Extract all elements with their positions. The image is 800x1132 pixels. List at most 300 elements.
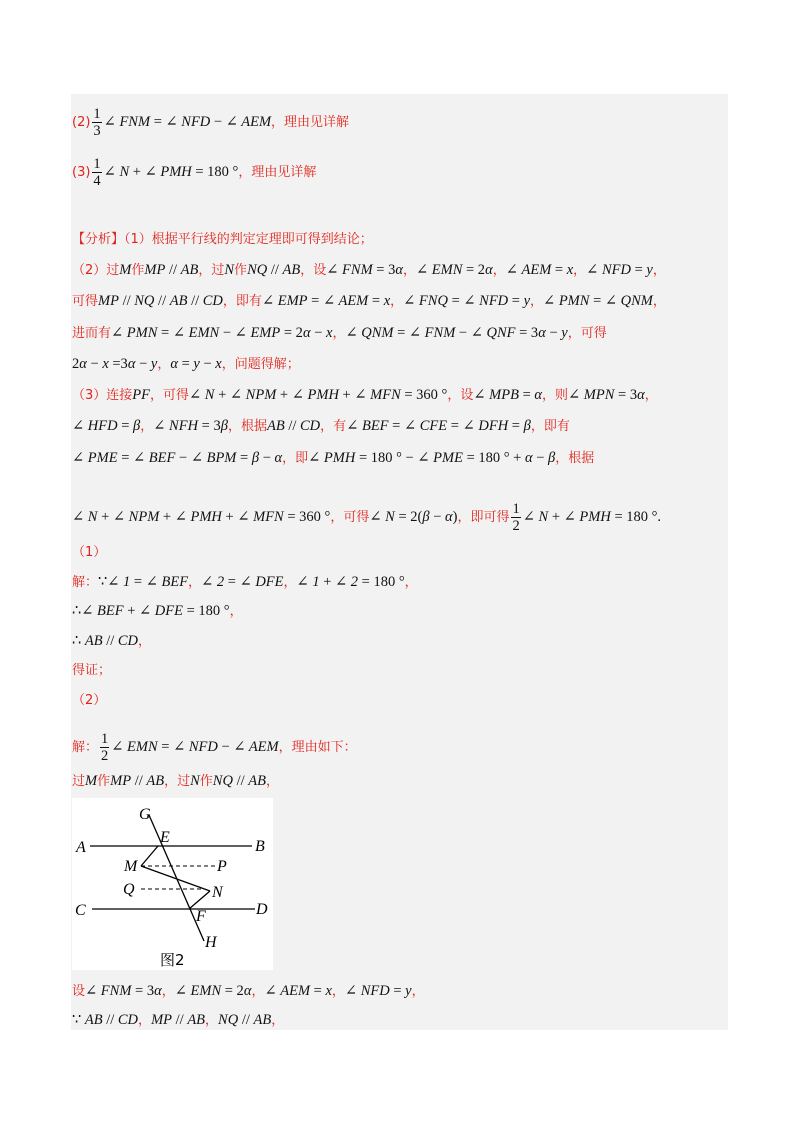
math-run: = — [117, 450, 134, 466]
math-run: − — [175, 450, 191, 466]
text-line — [72, 354, 300, 375]
text-run: （2） — [72, 693, 107, 708]
math-run: NQ — [247, 262, 268, 278]
text-run: ， — [251, 984, 265, 999]
text-run: ，即有 — [222, 294, 262, 309]
fraction-denominator: 2 — [512, 518, 520, 534]
text-run: ， — [138, 1013, 152, 1028]
text-line — [72, 981, 425, 1002]
math-run: y — [523, 293, 531, 309]
segment-mn — [141, 866, 210, 891]
geometry-figure — [72, 798, 273, 970]
math-run: y — [561, 325, 568, 341]
math-run: MP — [98, 293, 119, 309]
math-run: = 180 ° − — [355, 450, 418, 466]
text-run: ， — [265, 774, 279, 789]
math-run: ∠ N — [369, 508, 395, 525]
text-run: 设 — [72, 984, 86, 999]
text-line — [72, 156, 316, 189]
math-run: = — [393, 325, 409, 341]
math-run: α — [274, 450, 283, 466]
text-run: ，可得 — [150, 388, 190, 403]
math-run: = — [518, 387, 535, 403]
text-run: ， — [644, 388, 658, 403]
math-run: NQ — [218, 1012, 239, 1028]
math-run: AB — [248, 773, 266, 789]
math-run: β — [523, 418, 531, 434]
fraction-denominator: 3 — [93, 123, 101, 139]
math-run: AB — [282, 262, 301, 278]
text-run: ，过 — [164, 774, 191, 789]
math-run: = 360 ° — [283, 508, 331, 525]
text-run: ， — [161, 984, 175, 999]
math-run: − — [429, 508, 445, 525]
math-run: ∠ QNM — [604, 293, 653, 309]
text-run: ，可得 — [567, 326, 607, 341]
math-run: = — [307, 293, 323, 309]
math-run: MP — [110, 773, 132, 789]
math-run: = — [589, 293, 605, 309]
math-run: = — [177, 356, 194, 372]
math-run: α — [243, 983, 252, 999]
math-run: − — [86, 356, 103, 372]
math-run: + — [129, 163, 145, 180]
figure-caption: 图2 — [160, 951, 185, 969]
math-run: // — [172, 1012, 188, 1028]
text-run: ， — [492, 263, 506, 278]
math-run: M — [119, 262, 132, 278]
math-run: ∠ NFD — [165, 113, 211, 130]
text-line — [72, 660, 111, 681]
math-run: ∠ PMH — [144, 163, 192, 180]
math-run: = — [157, 738, 174, 755]
math-run: β — [422, 508, 430, 525]
fraction-numerator: 1 — [101, 731, 109, 747]
math-run: − — [545, 325, 562, 341]
math-run: = — [630, 262, 647, 278]
text-run: ， — [652, 294, 666, 309]
math-run: ∠ N — [72, 508, 98, 525]
math-run: + — [548, 508, 564, 525]
math-run: y — [193, 356, 200, 372]
math-run: // — [102, 1012, 118, 1028]
math-run: = — [310, 983, 326, 999]
math-run: ∠ FNM — [408, 325, 456, 341]
math-run: = — [508, 293, 524, 309]
math-run: − — [310, 325, 326, 341]
math-run: x — [383, 293, 391, 309]
math-run: ∠ EMP — [261, 293, 308, 309]
text-run: ，设 — [300, 263, 327, 278]
text-line — [72, 291, 666, 312]
label-n: N — [212, 884, 223, 901]
text-run: ， — [157, 357, 171, 372]
text-run: （3）连接 — [72, 388, 133, 403]
math-run: ∠ PME — [72, 450, 118, 466]
math-run: AB — [180, 262, 199, 278]
math-run: = 180 ° + — [462, 450, 525, 466]
math-run: ∠ PMH — [563, 508, 611, 525]
math-run: ∠ NFD — [463, 293, 509, 309]
text-run: ，则 — [542, 388, 569, 403]
math-run: NQ — [212, 773, 233, 789]
math-run: = 360 ° — [400, 387, 448, 403]
math-run: ∠ NFD — [586, 262, 631, 278]
text-line — [72, 601, 243, 622]
label-e: E — [160, 829, 170, 846]
math-run: ∠ 1 — [107, 574, 131, 590]
math-run: = 3 — [372, 262, 396, 278]
math-run: x — [325, 983, 332, 999]
text-run: ，理由如下： — [278, 739, 357, 755]
math-run: // — [267, 262, 283, 278]
math-run: 2 — [72, 356, 80, 372]
math-run: x — [326, 325, 333, 341]
math-run: ∠ N — [103, 163, 130, 180]
math-run: M — [85, 773, 98, 789]
math-run: x — [215, 356, 222, 372]
text-run: ，即有 — [530, 419, 570, 434]
text-line — [72, 690, 106, 711]
math-run: // — [232, 773, 249, 789]
math-run: ∠ EMN — [415, 262, 463, 278]
math-run: ∠ FNM — [85, 983, 132, 999]
text-run: 作 — [199, 774, 213, 789]
math-run: ∠ AEM — [264, 983, 311, 999]
math-run: ∵ — [98, 574, 108, 590]
math-run: β — [548, 450, 556, 466]
math-run: ∴ — [72, 603, 82, 619]
math-run: ∠ MFN — [237, 508, 284, 525]
math-run: ∠ BEF — [81, 603, 124, 619]
text-run: ，即 — [282, 451, 309, 466]
math-run: = — [117, 418, 134, 434]
label-d: D — [256, 901, 268, 918]
text-run: 作 — [97, 774, 111, 789]
text-run: 解： — [72, 739, 99, 755]
math-run: ∠ PMN — [543, 293, 590, 309]
label-f: F — [196, 908, 206, 925]
math-run: ∠ PME — [417, 450, 463, 466]
text-run: 作 — [234, 263, 248, 278]
math-run: β — [220, 418, 228, 434]
figure-svg — [72, 798, 273, 970]
math-run: ∠ QNF — [470, 325, 516, 341]
text-run: 过 — [72, 774, 86, 789]
math-run: α — [637, 387, 645, 403]
math-run: ∠ FNM — [326, 262, 373, 278]
math-run: − — [259, 450, 275, 466]
math-run: ∠ NPM — [112, 508, 160, 525]
math-run: y — [646, 262, 653, 278]
math-run: AB — [253, 1012, 272, 1028]
text-line — [72, 771, 279, 792]
segment-nf — [189, 891, 210, 909]
math-run: CD — [202, 293, 223, 309]
math-run: = — [508, 418, 524, 434]
text-run: (2) — [72, 114, 91, 130]
text-run: ，问题得解； — [221, 357, 300, 372]
math-run: α — [445, 508, 453, 525]
math-run: = 2 — [280, 325, 303, 341]
text-run: 作 — [131, 263, 145, 278]
math-run: = — [224, 574, 240, 590]
fraction — [511, 501, 520, 534]
math-run: ∠ MFN — [354, 387, 401, 403]
math-run: + — [214, 387, 230, 403]
math-run: MP — [151, 1012, 172, 1028]
math-run: − — [217, 738, 234, 755]
math-run: ∠ DFE — [239, 574, 284, 590]
math-run: ∠ 1 — [296, 574, 320, 590]
math-run: ∠ EMN — [174, 983, 222, 999]
math-run: x — [102, 356, 109, 372]
math-run: α — [395, 262, 403, 278]
math-run: // — [131, 773, 147, 789]
text-run: ， — [332, 326, 346, 341]
math-run: ∠ DFH — [462, 418, 509, 434]
text-run: ， — [205, 1013, 219, 1028]
math-run: ∠ PMN — [111, 325, 158, 341]
math-run: ∠ PMH — [291, 387, 339, 403]
label-b: B — [255, 838, 265, 855]
text-run: 【分析】（1）根据平行线的判定定理即可得到结论； — [72, 232, 373, 247]
text-run: ， — [411, 984, 425, 999]
math-run: ∠ PMH — [174, 508, 222, 525]
math-run: = — [130, 574, 146, 590]
segment-em — [141, 846, 158, 866]
text-line — [72, 501, 661, 534]
text-line — [72, 106, 349, 139]
math-run: α — [534, 387, 543, 403]
text-run: ， — [331, 984, 345, 999]
math-run: + — [221, 508, 238, 525]
math-run: ∠ NFH — [153, 418, 199, 434]
text-run: ，即可得 — [457, 509, 510, 525]
math-run: α — [154, 983, 162, 999]
text-run: (3) — [72, 164, 91, 180]
math-run: = 2( — [394, 508, 423, 525]
text-run: 进而有 — [72, 326, 112, 341]
label-g: G — [139, 806, 151, 823]
text-run: ， — [652, 263, 666, 278]
math-run: + — [97, 508, 113, 525]
math-run: ∠ EMN — [172, 325, 220, 341]
math-run: = — [368, 293, 384, 309]
text-run: ，可得 — [330, 509, 370, 525]
text-line — [72, 572, 418, 593]
math-run: ∠ BEF — [133, 450, 176, 466]
math-run: = — [551, 262, 567, 278]
math-run: =3 — [108, 356, 128, 372]
label-h: H — [205, 934, 217, 951]
fraction — [100, 731, 109, 764]
math-run: ∠ AEM — [233, 738, 279, 755]
math-run: α — [170, 356, 178, 372]
fraction-denominator: 4 — [93, 173, 101, 189]
text-run: ，过 — [198, 263, 225, 278]
math-run: ∠ AEM — [322, 293, 369, 309]
math-run: AB — [146, 773, 165, 789]
math-run: ∠ AEM — [225, 113, 272, 130]
fraction — [92, 156, 101, 189]
math-run: AB — [169, 293, 188, 309]
text-run: ，有 — [320, 419, 347, 434]
fraction-denominator: 2 — [101, 748, 109, 764]
text-run: ， — [283, 575, 297, 590]
math-run: ∠ N — [189, 387, 215, 403]
math-run: PF — [132, 387, 150, 403]
math-run: // — [238, 1012, 254, 1028]
math-run: = — [157, 325, 173, 341]
text-run: ， — [390, 294, 404, 309]
text-run: ， — [140, 419, 154, 434]
math-run: = 3 — [131, 983, 155, 999]
math-run: ∠ FNQ — [403, 293, 448, 309]
math-run: − — [219, 325, 235, 341]
math-run: + — [338, 387, 355, 403]
text-run: ，理由见详解 — [238, 164, 317, 180]
text-run: ，根据 — [227, 419, 267, 434]
text-run: 得证； — [72, 663, 112, 678]
label-c: C — [75, 902, 86, 919]
math-run: = — [388, 418, 404, 434]
math-run: = — [447, 418, 463, 434]
math-run: = 3 — [515, 325, 539, 341]
fraction-numerator: 1 — [93, 106, 101, 122]
math-run: = — [447, 293, 464, 309]
math-run: // — [187, 293, 203, 309]
math-run: y — [405, 983, 412, 999]
math-run: N — [190, 773, 200, 789]
text-run: 解： — [72, 575, 99, 590]
text-line — [72, 448, 594, 469]
math-run: ∠ MPB — [473, 387, 519, 403]
math-run: x — [566, 262, 574, 278]
text-run: （1） — [72, 545, 107, 560]
math-run: α — [485, 262, 493, 278]
math-run: ∠ EMN — [111, 738, 158, 755]
math-run: ∠ DFE — [139, 603, 183, 619]
text-run: ， — [573, 263, 587, 278]
label-q: Q — [123, 881, 135, 898]
math-run: β — [133, 418, 141, 434]
math-run: = 2 — [221, 983, 244, 999]
math-run: = 180 ° — [358, 574, 405, 590]
math-run: ∠ 2 — [335, 574, 359, 590]
math-run: // — [284, 418, 301, 434]
math-run: ∠ MPN — [568, 387, 615, 403]
math-run: ∠ EMP — [234, 325, 281, 341]
math-run: + — [159, 508, 175, 525]
math-run: α — [524, 450, 533, 466]
math-run: ∠ QNM — [345, 325, 394, 341]
math-run: α — [79, 356, 87, 372]
fraction-numerator: 1 — [512, 501, 520, 517]
text-line — [72, 631, 151, 652]
math-run: // — [118, 293, 135, 309]
math-run: ) — [452, 508, 458, 525]
text-line — [72, 416, 570, 437]
math-run: = 180 °. — [610, 508, 662, 525]
math-run: = — [236, 450, 252, 466]
math-run: = — [389, 983, 406, 999]
math-run: ∴ — [72, 633, 85, 649]
label-a: A — [76, 839, 86, 856]
text-run: ， — [530, 294, 544, 309]
text-line — [72, 260, 666, 281]
math-run: ∵ — [72, 1012, 85, 1028]
math-run: // — [165, 262, 181, 278]
math-run: = 3 — [614, 387, 638, 403]
text-run: ， — [229, 604, 243, 619]
math-run: ∠ 2 — [201, 574, 225, 590]
text-run: ，根据 — [555, 451, 595, 466]
math-run: ∠ NFD — [344, 983, 390, 999]
text-run: 可得 — [72, 294, 99, 309]
math-run: MP — [144, 262, 166, 278]
math-run: α — [302, 325, 311, 341]
math-run: ∠ BEF — [346, 418, 389, 434]
math-run: ∠ BPM — [190, 450, 237, 466]
math-run: − — [199, 356, 216, 372]
math-run: NQ — [134, 293, 155, 309]
math-run: − — [210, 113, 226, 130]
text-line — [72, 542, 106, 563]
label-p: P — [217, 858, 227, 875]
math-run: CD — [117, 633, 139, 649]
math-run: ∠ NFD — [173, 738, 218, 755]
text-run: ， — [271, 1013, 285, 1028]
text-run: （2）过 — [72, 263, 120, 278]
text-run: ， — [404, 575, 418, 590]
math-run: AB — [84, 633, 103, 649]
math-run: ∠ NPM — [229, 387, 277, 403]
math-run: // — [154, 293, 170, 309]
fraction — [92, 106, 101, 139]
math-run: − — [532, 450, 549, 466]
math-run: ∠ BEF — [145, 574, 189, 590]
math-run: + — [276, 387, 292, 403]
math-run: AB — [187, 1012, 206, 1028]
label-m: M — [124, 858, 138, 875]
math-run: N — [224, 262, 235, 278]
math-run: ∠ AEM — [505, 262, 552, 278]
math-run: // — [102, 633, 118, 649]
math-run: AB — [266, 418, 285, 434]
math-run: = 180 ° — [191, 163, 239, 180]
text-line — [72, 323, 607, 344]
math-run: CD — [300, 418, 321, 434]
math-run: + — [123, 603, 140, 619]
text-run: ， — [188, 575, 202, 590]
math-run: ∠ CFE — [403, 418, 448, 434]
text-line — [72, 1010, 284, 1031]
text-run: ，设 — [447, 388, 474, 403]
math-run: y — [150, 356, 158, 372]
math-run: α — [127, 356, 136, 372]
math-run: ∠ N — [522, 508, 549, 525]
math-run: − — [135, 356, 151, 372]
math-run: ∠ FNM — [103, 113, 151, 130]
text-line — [72, 731, 357, 764]
text-run: ，理由见详解 — [271, 114, 350, 130]
math-run: CD — [117, 1012, 139, 1028]
math-run: = 2 — [462, 262, 486, 278]
math-run: = — [150, 113, 166, 130]
math-run: − — [455, 325, 471, 341]
math-run: AB — [84, 1012, 103, 1028]
